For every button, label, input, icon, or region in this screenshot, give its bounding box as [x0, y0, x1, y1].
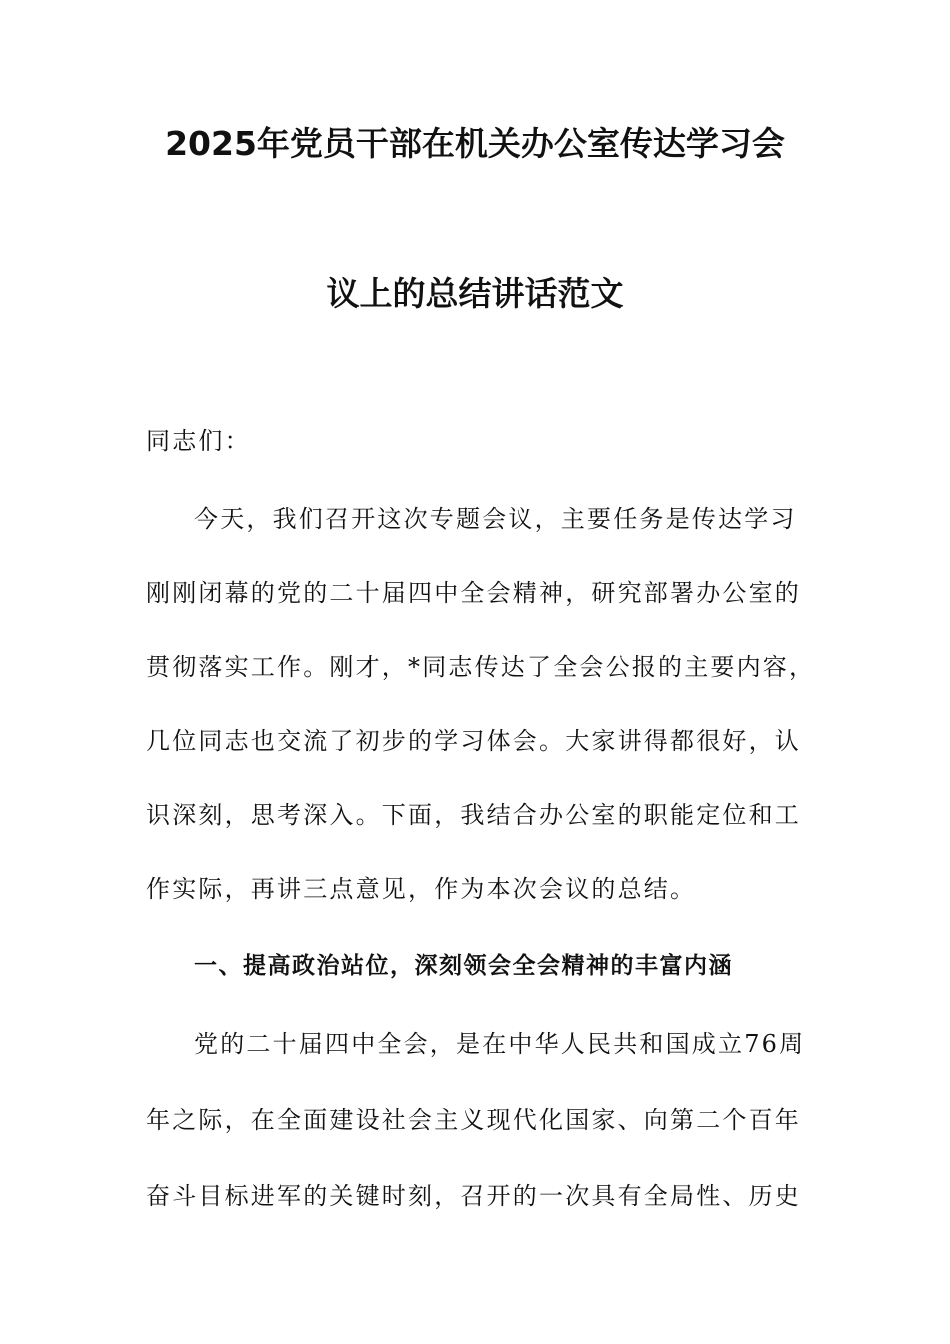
section-1-heading: 一、提高政治站位，深刻领会全会精神的丰富内涵: [194, 953, 733, 979]
paragraph-1-line-6: 作实际，再讲三点意见，作为本次会议的总结。: [146, 875, 697, 903]
paragraph-1-line-2: 刚刚闭幕的党的二十届四中全会精神，研究部署办公室的: [146, 579, 801, 607]
paragraph-2-line-3: 奋斗目标进军的关键时刻，召开的一次具有全局性、历史: [146, 1182, 801, 1210]
paragraph-1-line-1: 今天，我们召开这次专题会议，主要任务是传达学习: [194, 505, 797, 533]
paragraph-1-line-5: 识深刻，思考深入。下面，我结合办公室的职能定位和工: [146, 801, 801, 829]
salutation: 同志们：: [146, 427, 251, 455]
paragraph-2-line-2: 年之际，在全面建设社会主义现代化国家、向第二个百年: [146, 1106, 801, 1134]
document-title-line-1: 2025年党员干部在机关办公室传达学习会: [165, 124, 785, 163]
paragraph-2-line-1: 党的二十届四中全会，是在中华人民共和国成立76周: [194, 1030, 806, 1058]
document-title-line-2: 议上的总结讲话范文: [326, 274, 624, 313]
paragraph-1-line-3: 贯彻落实工作。刚才，*同志传达了全会公报的主要内容，: [146, 653, 816, 681]
paragraph-1-line-4: 几位同志也交流了初步的学习体会。大家讲得都很好，认: [146, 727, 801, 755]
